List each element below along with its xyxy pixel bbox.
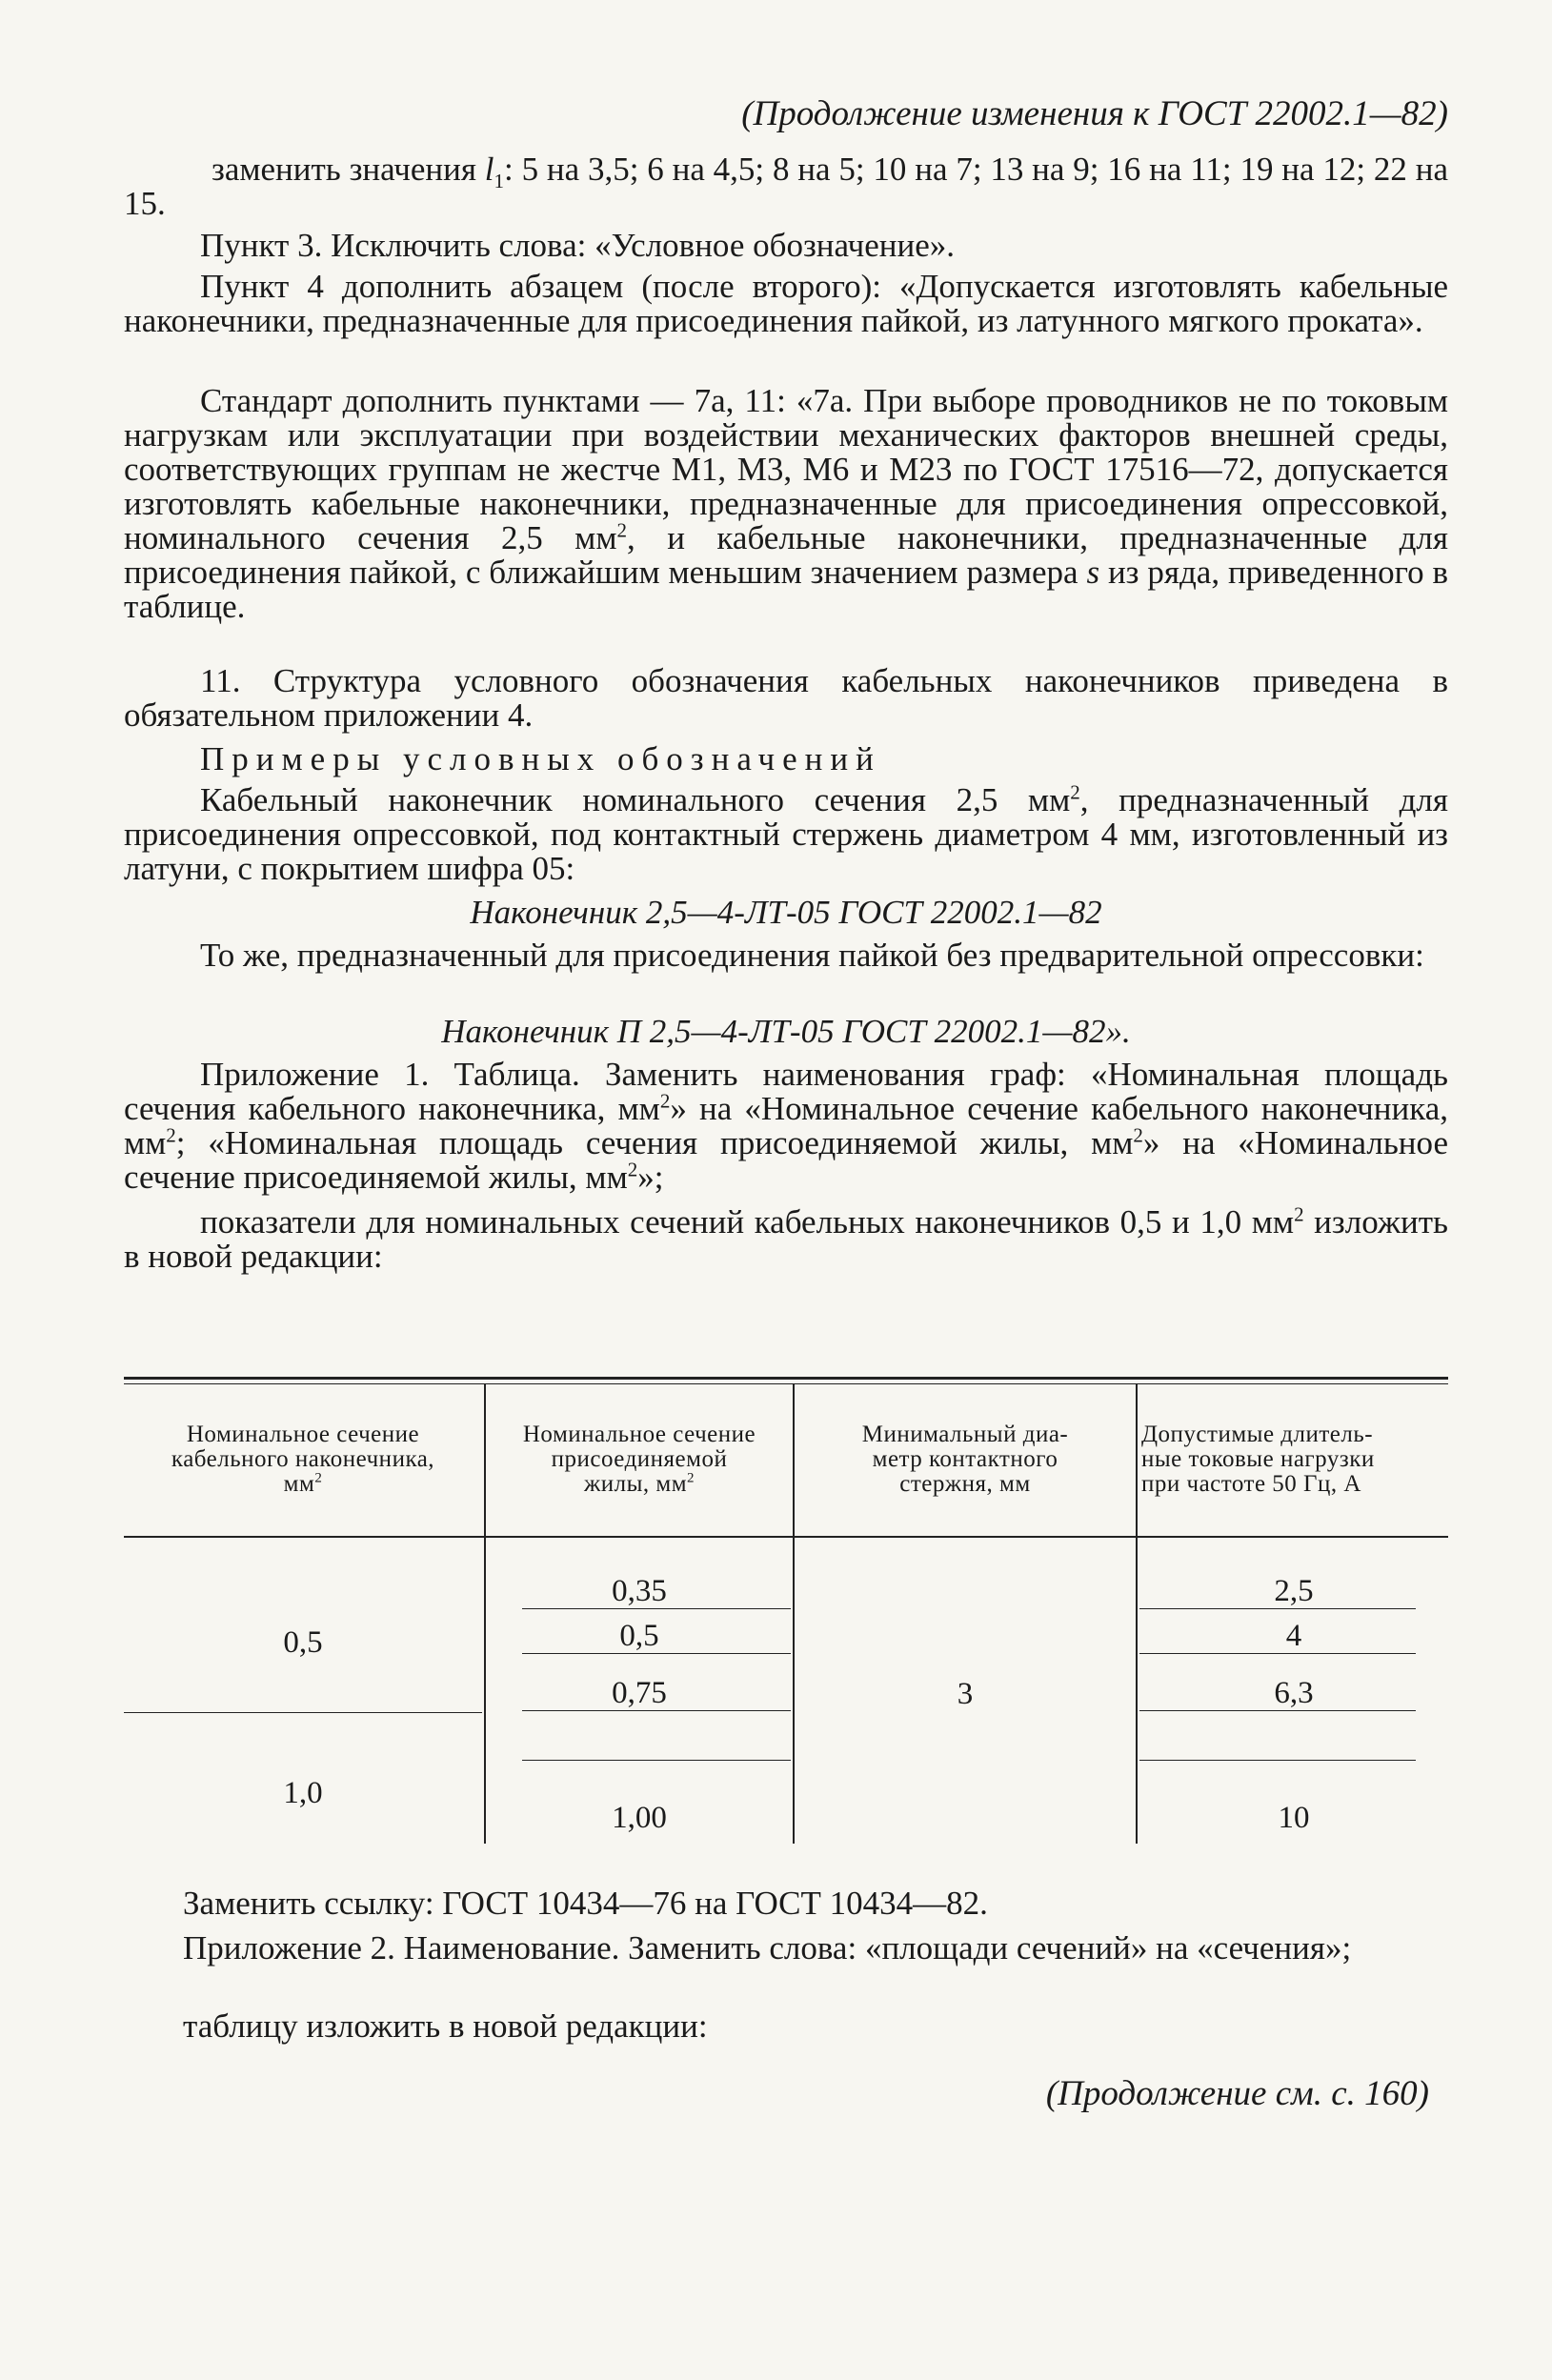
table-cell-wire-3: 1,00 [612,1801,667,1835]
paragraph-values: заменить значения $l_1$: 5 на 3,5; 6 на 4,5; 8 на 5; 10 на 7; 13 на 9; 16 на 11; 19 на 12; 22 на 15. [124,151,1448,222]
table-cell-load-1: 4 [1285,1619,1302,1653]
table-col4-rule-3 [1139,1710,1416,1711]
table-cell-wire-1: 0,5 [619,1619,659,1653]
table-col2-rule-3 [522,1710,791,1711]
table-col2-rule-1 [522,1608,791,1609]
table-top-rule [124,1377,1448,1380]
table-cell-wire-2: 0,75 [612,1676,667,1710]
paragraph-reference: Заменить ссылку: ГОСТ 10434—76 на ГОСТ 10434—82. [183,1885,988,1922]
table-vline-2 [793,1384,795,1844]
table-col2-rule-4 [522,1760,791,1761]
paragraph-item4: Пункт 4 дополнить абзацем (после второго): «Допускается изготовлять кабельные наконечники, предназначенные для присоединения пайкой, из латунного мягкого проката». [124,268,1448,339]
table-cell-rod-diameter: 3 [957,1677,974,1711]
example-designation-1: Наконечник 2,5—4-ЛТ-05 ГОСТ 22002.1—82 [470,894,1102,931]
table-cell-lug-0-5: 0,5 [283,1625,323,1660]
table-cell-load-2: 6,3 [1274,1676,1314,1710]
table-col2-rule-2 [522,1653,791,1654]
table-cell-wire-0: 0,35 [612,1574,667,1608]
table-header-current-load: Допустимые длитель- ные токовые нагрузки при частоте 50 Гц, А [1141,1422,1375,1497]
paragraph-example-desc: Кабельный наконечник номинального сечения 2,5 $мм^2$, предназначенный для присоединения опрессовкой, под контактный стержень диаметром 4 мм, изготовленный из латуни, с покрытием шифра 05: [124,780,1448,887]
table-vline-3 [1136,1384,1138,1844]
table-col4-rule-1 [1139,1608,1416,1609]
table-cell-lug-1-0: 1,0 [283,1776,323,1810]
paragraph-item3: Пункт 3. Исключить слова: «Условное обозначение». [200,227,956,264]
table-header-rule [124,1536,1448,1538]
table-top-rule-thin [124,1383,1448,1384]
examples-heading: Примеры условных обозначений [200,740,881,777]
example-designation-2: Наконечник П 2,5—4-ЛТ-05 ГОСТ 22002.1—82». [441,1013,1131,1050]
table-header-rod-diameter: Минимальный диа- метр контактного стержня, мм [861,1422,1069,1497]
paragraph-appendix1: Приложение 1. Таблица. Заменить наименования граф: «Номинальная площадь сечения кабельного наконечника, $мм^2$» на «Номинальное сечение кабельного наконечника, $мм^2$; «Номинальная площадь сечения присоединяемой жилы, $мм^2$» на «Номинальное сечение присоединяемой жилы, $мм^2$»; [124,1056,1448,1196]
table-cell-load-0: 2,5 [1274,1574,1314,1608]
table-cell-load-3: 10 [1278,1801,1310,1835]
paragraph-indicators: показатели для номинальных сечений кабельных наконечников 0,5 и 1,0 $мм^2$ изложить в новой редакции: [124,1202,1448,1275]
paragraph-new-table: таблицу изложить в новой редакции: [183,2007,708,2045]
paragraph-same: То же, предназначенный для присоединения пайкой без предварительной опрессовки: [200,937,1424,974]
table-vline-1 [484,1384,486,1844]
table-header-wire-section: Номинальное сечение присоединяемой жилы, $мм^2$ [522,1422,756,1497]
paragraph-appendix2: Приложение 2. Наименование. Заменить слова: «площади сечений» на «сечения»; [183,1929,1352,1967]
table-col4-rule-4 [1139,1760,1416,1761]
page-footer: (Продолжение см. с. 160) [1045,2074,1429,2113]
paragraph-item11: 11. Структура условного обозначения кабельных наконечников приведена в обязательном приложении 4. [124,662,1448,734]
table-col1-divider [124,1712,482,1713]
table-header-lug-section: Номинальное сечение кабельного наконечника, $мм^2$ [171,1422,435,1497]
page-header: (Продолжение изменения к ГОСТ 22002.1—82) [741,94,1448,133]
table-col4-rule-2 [1139,1653,1416,1654]
sections-table [124,1377,1448,1844]
paragraph-addition: Стандарт дополнить пунктами — 7а, 11: «7а. При выборе проводников не по токовым нагрузкам или эксплуатации при воздействии механических факторов внешней среды, соответствующих группам не жестче М1, М3, М6 и М23 по ГОСТ 17516—72, допускается изготовлять кабельные наконечники, предназначенные для присоединения опрессовкой, номинального сечения 2,5 $мм^2$, и кабельные наконечники, предназначенные для присоединения пайкой, с ближайшим меньшим значением размера s из ряда, приведенного в таблице. [124,382,1449,625]
